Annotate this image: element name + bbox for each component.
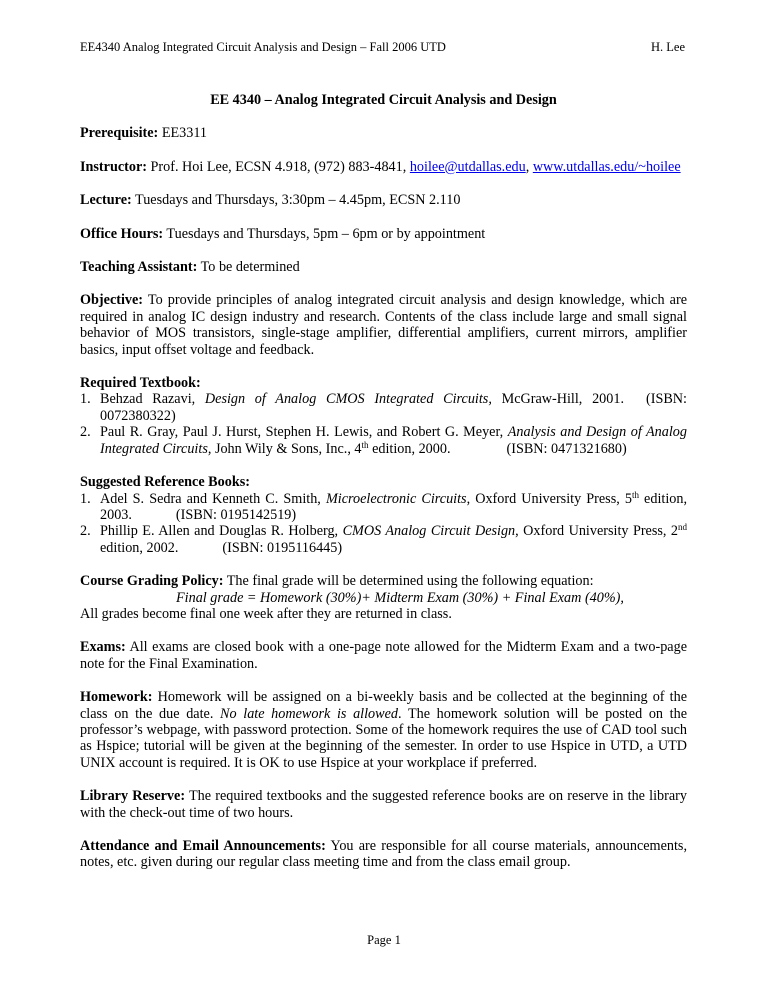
textbook-list (80, 391, 687, 457)
book-edition: edition, 2003. (100, 490, 688, 523)
book-edition: edition, 2000. (368, 440, 451, 457)
running-header-left: EE4340 Analog Integrated Circuit Analysis and Design – Fall 2006 UTD (80, 40, 446, 54)
ta-section (80, 259, 687, 275)
document-body (80, 92, 687, 871)
office-hours-value: Tuesdays and Thursdays, 5pm – 6pm or by appointment (163, 225, 486, 242)
list-item-number: 1. (80, 490, 91, 507)
prerequisite-value: EE3311 (158, 125, 208, 142)
grading-intro (80, 573, 687, 589)
edition-superscript: th (631, 489, 639, 500)
attendance-value: You are responsible for all course materials, announcements, notes, etc. given during our regular class meeting time and from the class email group. (80, 838, 687, 871)
list-item-number: 1. (80, 391, 91, 408)
objective-value: To provide principles of analog integrated circuit analysis and design knowledge, which are required in analog IC design industry and research. Contents of the class include large and small signal behavior of MOS transistors, single-stage amplifier, differential amplifiers, current mirrors, amplifier basics, input offset voltage and feedback. (80, 292, 687, 358)
homework-text-1: Homework will be assigned on a bi-weekly basis and be collected at the beginning of the class on the due date. (80, 689, 687, 722)
edition-superscript: nd (678, 522, 687, 533)
exams-section (80, 639, 687, 672)
lecture-label: Lecture: (80, 192, 132, 209)
textbook-label: Required Textbook: (80, 375, 201, 392)
attendance-section (80, 838, 687, 871)
book-publisher: , Oxford University Press, 2 (515, 523, 678, 540)
ta-value: To be determined (197, 259, 300, 276)
book-publisher: , John Wily & Sons, Inc., 4 (207, 440, 362, 457)
office-hours-section (80, 226, 687, 242)
book-authors: Paul R. Gray, Paul J. Hurst, Stephen H. Lewis, and Robert G. Meyer, (100, 424, 508, 441)
homework-label: Homework: (80, 689, 153, 706)
book-title: Analysis and Design of Analog Integrated Circuits (100, 424, 687, 457)
exams-label: Exams: (80, 639, 126, 656)
lecture-value: Tuesdays and Thursdays, 3:30pm – 4.45pm, ECSN 2.110 (131, 192, 461, 209)
book-edition: edition, 2002. (100, 539, 179, 556)
book-authors: Adel S. Sedra and Kenneth C. Smith, (100, 490, 326, 507)
page-title: EE 4340 – Analog Integrated Circuit Analysis and Design (210, 92, 557, 108)
grading-value: The final grade will be determined using the following equation: (223, 573, 594, 590)
book-isbn: (ISBN: 0195116445) (222, 539, 343, 556)
book-isbn: (ISBN: 0471321680) (506, 440, 627, 457)
attendance-label: Attendance and Email Announcements: (80, 838, 326, 854)
reference-books-label: Suggested Reference Books: (80, 474, 250, 491)
library-value: The required textbooks and the suggested reference books are on reserve in the library with the check-out time of two hours. (80, 788, 687, 821)
book-publisher: , Oxford University Press, 5 (466, 490, 632, 507)
list-item (80, 491, 687, 524)
homework-late-policy: No late homework is allowed (220, 705, 398, 722)
book-authors: Behzad Razavi, (100, 391, 205, 408)
list-item-number: 2. (80, 523, 91, 540)
instructor-separator: , (525, 158, 533, 175)
ta-label: Teaching Assistant: (80, 259, 198, 276)
list-item (80, 424, 687, 457)
objective-label: Objective: (80, 292, 144, 309)
list-item (80, 391, 687, 424)
grading-label: Course Grading Policy: (80, 573, 224, 590)
edition-superscript: th (361, 439, 369, 450)
grading-section (80, 573, 687, 622)
grading-formula: Final grade = Homework (30%)+ Midterm Exam (30%) + Final Exam (40%), (176, 589, 624, 606)
instructor-website-link[interactable]: www.utdallas.edu/~hoilee (532, 158, 681, 175)
book-authors: Phillip E. Allen and Douglas R. Holberg, (100, 523, 343, 540)
prerequisite-label: Prerequisite: (80, 125, 159, 142)
instructor-section (80, 159, 687, 175)
exams-value: All exams are closed book with a one-page note allowed for the Midterm Exam and a two-page note for the Final Examination. (80, 639, 687, 672)
list-item (80, 523, 687, 556)
book-title: Design of Analog CMOS Integrated Circuits, (204, 391, 492, 408)
prerequisite-section (80, 125, 687, 141)
book-isbn: (ISBN: 0072380322) (100, 391, 687, 424)
running-header-right: H. Lee (650, 40, 685, 54)
reference-books-section (80, 474, 687, 556)
instructor-text: Prof. Hoi Lee, ECSN 4.918, (972) 883-4841, (146, 158, 410, 175)
homework-section (80, 689, 687, 771)
instructor-email-link[interactable]: hoilee@utdallas.edu (409, 158, 526, 175)
reference-books-list (80, 491, 687, 557)
book-title: Microelectronic Circuits (325, 490, 467, 507)
book-publisher: McGraw-Hill, 2001. (491, 391, 624, 408)
library-section (80, 788, 687, 821)
book-title: CMOS Analog Circuit Design (342, 523, 516, 540)
list-item-number: 2. (80, 424, 91, 441)
lecture-section (80, 192, 687, 208)
page-number: Page 1 (367, 933, 401, 947)
instructor-label: Instructor: (80, 158, 147, 175)
textbook-section (80, 375, 687, 457)
library-label: Library Reserve: (80, 788, 186, 805)
grading-note: All grades become final one week after they are returned in class. (80, 605, 452, 622)
book-isbn: (ISBN: 0195142519) (175, 506, 297, 523)
homework-text-2: . The homework solution will be posted on the professor’s webpage, with password protection. Some of the homework requires the use of CAD tool such as Hspice; tutorial will be given at the beginning of the semester. In order to use Hspice in UTD, a UTD UNIX account is required. It is OK to use Hspice at your workplace if preferred. (80, 705, 688, 771)
objective-section (80, 292, 687, 358)
office-hours-label: Office Hours: (80, 225, 164, 242)
